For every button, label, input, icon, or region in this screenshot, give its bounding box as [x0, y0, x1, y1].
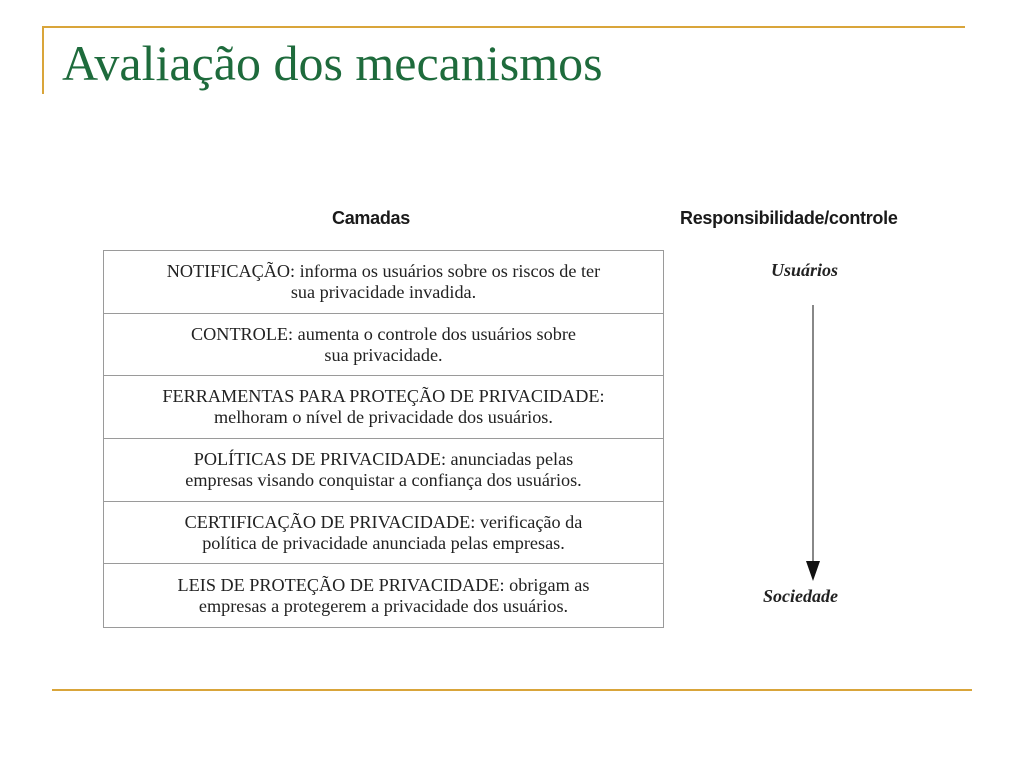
slide-title: Avaliação dos mecanismos [62, 35, 603, 91]
layer-line-1: CONTROLE: aumenta o controle dos usuários sobre [191, 323, 576, 344]
layer-line-2: sua privacidade. [324, 344, 443, 365]
layer-text [185, 449, 581, 491]
layer-text [191, 324, 576, 366]
layers-table [103, 250, 664, 628]
arrow-head [806, 561, 820, 581]
layer-row-control [104, 314, 663, 377]
layer-line-1: NOTIFICAÇÃO: informa os usuários sobre os riscos de ter [166, 260, 601, 281]
layer-line-1: POLÍTICAS DE PRIVACIDADE: anunciadas pelas [193, 448, 574, 469]
layer-text [167, 261, 600, 303]
layer-row-tools [104, 376, 663, 439]
layer-line-2: empresas visando conquistar a confiança dos usuários. [185, 469, 582, 490]
title-top-rule [42, 26, 965, 28]
layer-row-policies [104, 439, 663, 502]
layer-text [185, 512, 583, 554]
footer-rule [52, 689, 972, 691]
layer-line-2: sua privacidade invadida. [290, 281, 477, 302]
layer-row-notification [104, 251, 663, 314]
layer-text [178, 575, 590, 617]
layer-line-1: CERTIFICAÇÃO DE PRIVACIDADE: verificação da [184, 511, 583, 532]
down-arrow-icon [800, 305, 830, 585]
layer-text [162, 386, 604, 428]
layer-line-1: LEIS DE PROTEÇÃO DE PRIVACIDADE: obrigam as [177, 574, 590, 595]
layer-line-2: melhoram o nível de privacidade dos usuários. [214, 407, 553, 428]
responsibility-bottom-label: Sociedade [763, 586, 838, 606]
layer-line-2: empresas a protegerem a privacidade dos usuários. [198, 595, 569, 616]
layer-row-certification [104, 502, 663, 565]
responsibility-column-header: Responsibilidade/controle [680, 208, 898, 228]
title-left-rule [42, 26, 44, 94]
layer-row-laws [104, 564, 663, 627]
layers-column-header: Camadas [332, 208, 410, 228]
layer-line-1: FERRAMENTAS PARA PROTEÇÃO DE PRIVACIDADE: [162, 386, 605, 407]
layer-line-2: política de privacidade anunciada pelas empresas. [202, 532, 565, 553]
responsibility-top-label: Usuários [771, 260, 839, 280]
